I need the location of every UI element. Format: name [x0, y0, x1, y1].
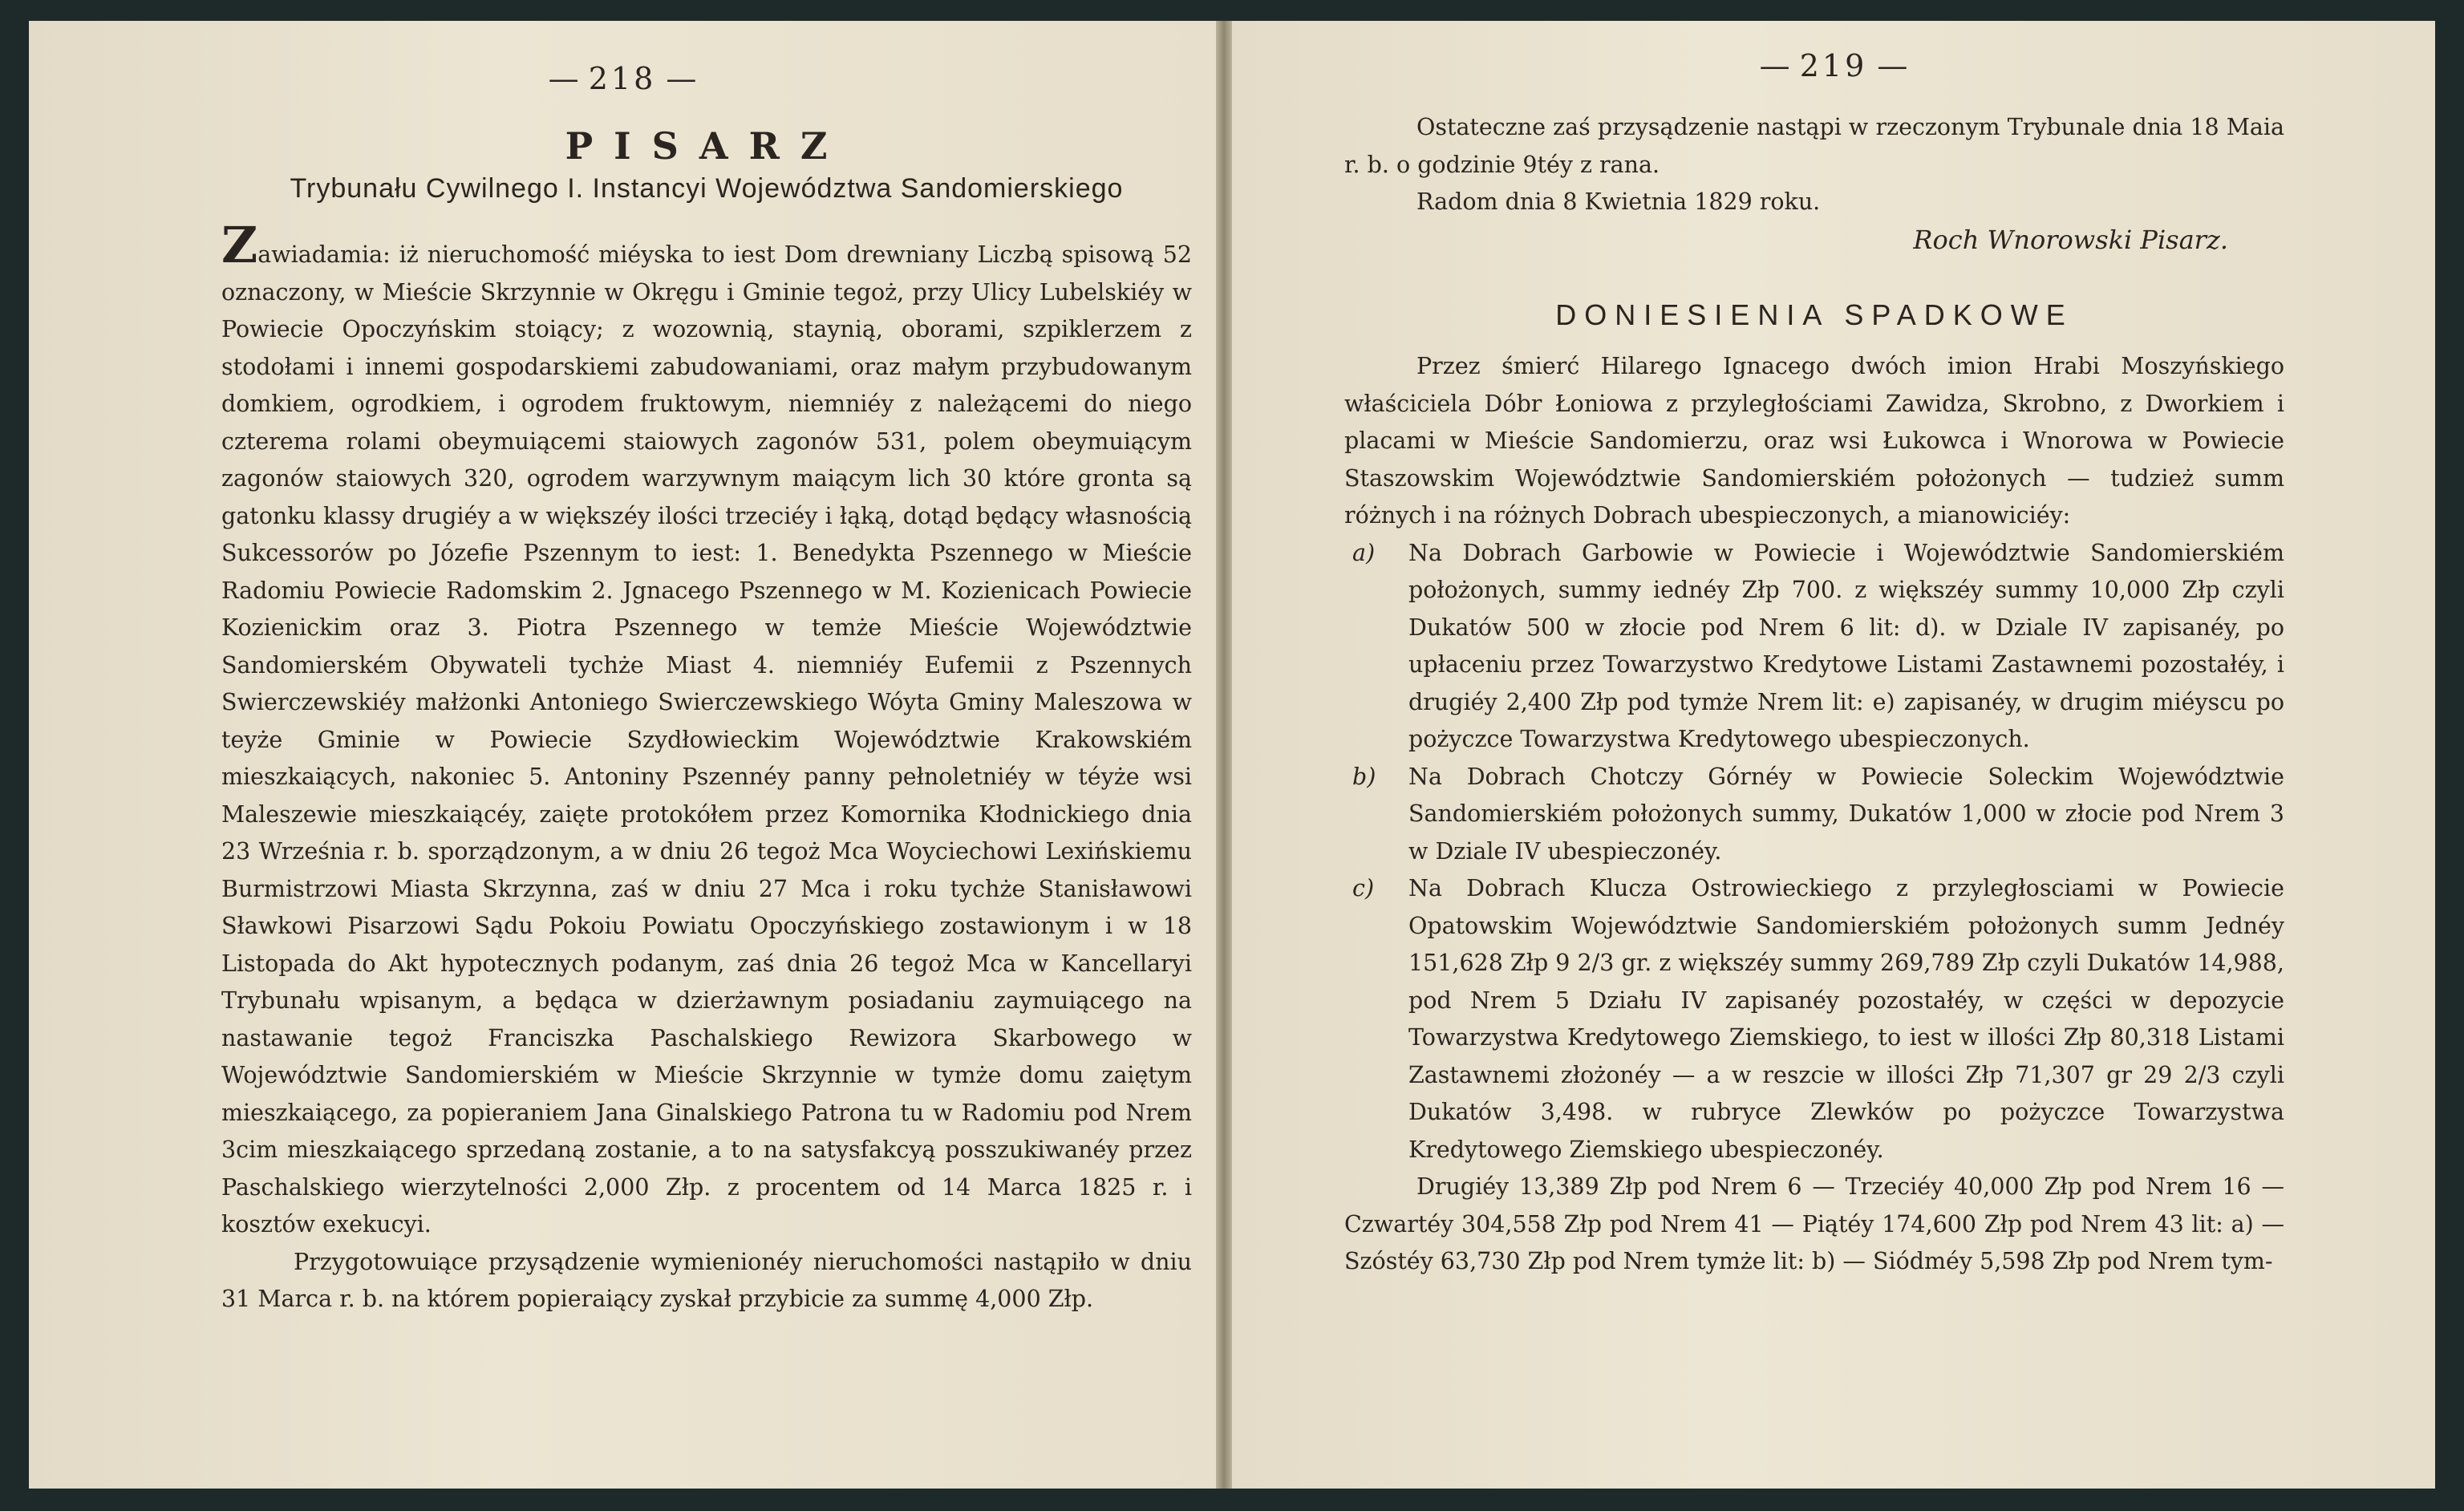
left-column: [221, 122, 1192, 1319]
inheritance-intro: Przez śmierć Hilarego Ignacego dwóch imion Hrabi Moszyńskiego właściciela Dóbr Łoniowa z przyległościami Zawidza, Skrobno, z Dworkiem i placami w Mieście Sandomierzu, oraz wsi Łukowca i Wnorowa w Powiecie Staszowskim Województwie Sandomierskiém położonych — tudzież summ różnych i na różnych Dobrach ubespieczonych, a mianowiciéy:: [1344, 353, 2284, 529]
book-gutter: [1216, 21, 1232, 1489]
left-page-number: — 218 —: [548, 61, 697, 96]
notice-text: awiadamia: iż nieruchomość miéyska to iest Dom drewniany Liczbą spisową 52 oznaczony, w Mieście Skrzynnie w Okręgu i Gminie tegoż, przy Ulicy Lubelskiéy w Powiecie Opoczyńskim stoiący; z wozownią, staynią, oborami, szpiklerzem z stodołami i innemi gospodarskiemi zabudowaniami, oraz małym przybudowanym domkiem, ogrodkiem, i ogrodem fruktowym, niemniéy z należącemi do niego czterema rolami obeymuiącemi staiowych zagonów 531, polem obeymuiącym zagonów staiowych 320, ogrodem warzywnym maiącym lich 30 które gronta są gatonku klassy drugiéy a w większéy ilości trzeciéy i łąką, dotąd będący własnością Sukcessorów po Józefie Pszennym to iest: 1. Benedykta Pszennego w Mieście Radomiu Powiecie Radomskim 2. Jgnacego Pszennego w M. Kozienicach Powiecie Kozienickim oraz 3. Piotra Pszennego w temże Mieście Województwie Sandomierském Obywateli tychże Miast 4. niemniéy Eufemii z Pszennych Swierczewskiéy małżonki Antoniego Swierczewskiego Wóyta Gminy Maleszowa w teyże Gminie w Powiecie Szydłowieckim Województwie Krakowskiém mieszkaiących, nakoniec 5. Antoniny Pszennéy panny pełnoletniéy w téyże wsi Maleszewie mieszkaiącéy, zaięte protokółem przez Komornika Kłodnickiego dnia 23 Września r. b. sporządzonym, a w dniu 26 tegoż Mca Woyciechowi Lexińskiemu Burmistrzowi Miasta Skrzynna, zaś w dniu 27 Mca i roku tychże Stanisławowi Sławkowi Pisarzowi Sądu Pokoiu Powiatu Opoczyńskiego zostawionym i w 18 Listopada do Akt hypotecznych podanym, zaś dnia 26 tegoż Mca w Kancellaryi Trybunału wpisanym, a będąca w dzierżawnym posiadaniu zaymuiącego na nastawanie tegoż Franciszka Paschalskiego Rewizora Skarbowego w Województwie Sandomierskiém w Mieście Skrzynnie w tymże domu zaiętym mieszkaiącego, za popieraniem Jana Ginalskiego Patrona tu w Radomiu pod Nrem 3cim mieszkaiącego sprzedaną zostanie, a to na satysfakcyą posszukiwanéy przez Paschalskiego wierzytelności 2,000 Złp. z procentem od 14 Marca 1825 r. i kosztów exekucyi.: [221, 241, 1192, 1238]
signature: Roch Wnorowski Pisarz.: [1913, 224, 2228, 255]
list-item-marker: a): [1352, 539, 1376, 566]
list-item: [1344, 759, 2284, 871]
right-page-number: — 219 —: [1759, 48, 1908, 83]
section-subheading: Trybunału Cywilnego I. Instancyi Województwa Sandomierskiego: [290, 173, 1124, 204]
list-item: [1344, 535, 2284, 759]
continuation-paragraph: Drugiéy 13,389 Złp pod Nrem 6 — Trzeciéy 40,000 Złp pod Nrem 16 — Czwartéy 304,558 Złp pod Nrem 41 — Piątéy 174,600 Złp pod Nrem 43 lit: a) — Szóstéy 63,730 Złp pod Nrem tymże lit: b) — Siódméy 5,598 Złp pod Nrem tym-: [1344, 1173, 2284, 1274]
list-item-text: Na Dobrach Garbowie w Powiecie i Województwie Sandomierskiém położonych, summy iednéy Złp 700. z większéy summy 10,000 Złp czyli Dukatów 500 w złocie pod Nrem 6 lit: d). w Dziale IV zapisanéy, po upłaceniu przez Towarzystwo Kredytowe Listami Zastawnemi pozostałéy, i drugiéy 2,400 Złp pod tymże Nrem lit: e) zapisanéy, w drugim miéyscu po pożyczce Towarzystwa Kredytowego ubespieczonych.: [1408, 539, 2284, 752]
list-item-marker: b): [1352, 763, 1376, 790]
list-item-text: Na Dobrach Klucza Ostrowieckiego z przyległosciami w Powiecie Opatowskim Województwie Sandomierskiém położonych summ Jednéy 151,628 Złp 9 2/3 gr. z większéy summy 269,789 Złp czyli Dukatów 14,988, pod Nrem 5 Działu IV zapisanéy pozostałéy, w części w depozycie Towarzystwa Kredytowego Ziemskiego, to iest w illości Złp 80,318 Listami Zastawnemi złożonéy — a w reszcie w illości Złp 71,307 gr 29 2/3 czyli Dukatów 3,498. w rubryce Zlewków po pożyczce Towarzystwa Kredytowego Ziemskiego ubespieczonéy.: [1408, 875, 2284, 1163]
drop-cap: Z: [221, 216, 258, 274]
notice-paragraph-2: Przygotowuiące przysądzenie wymienionéy nieruchomości nastąpiło w dniu 31 Marca r. b. na którem popieraiący zyskał przybicie za summę 4,000 Złp.: [221, 1248, 1192, 1312]
auction-paragraph: Ostateczne zaś przysądzenie nastąpi w rzeczonym Trybunale dnia 18 Maia r. b. o godzinie 9téy z rana.: [1344, 114, 2284, 178]
dateline: Radom dnia 8 Kwietnia 1829 roku.: [1416, 188, 1821, 215]
list-item-text: Na Dobrach Chotczy Górnéy w Powiecie Soleckim Województwie Sandomierskiém położonych summy, Dukatów 1,000 w złocie pod Nrem 3 w Dziale IV ubespieczonéy.: [1408, 763, 2284, 865]
book-spread: [29, 21, 2435, 1489]
notice-paragraph: [221, 216, 1192, 1244]
section-heading-pisarz: PISARZ: [565, 124, 849, 168]
right-column: [1344, 109, 2284, 1281]
list-item-marker: c): [1352, 875, 1375, 901]
list-item: [1344, 870, 2284, 1169]
section-title-doniesienia: DONIESIENIA SPADKOWE: [1555, 298, 2073, 331]
